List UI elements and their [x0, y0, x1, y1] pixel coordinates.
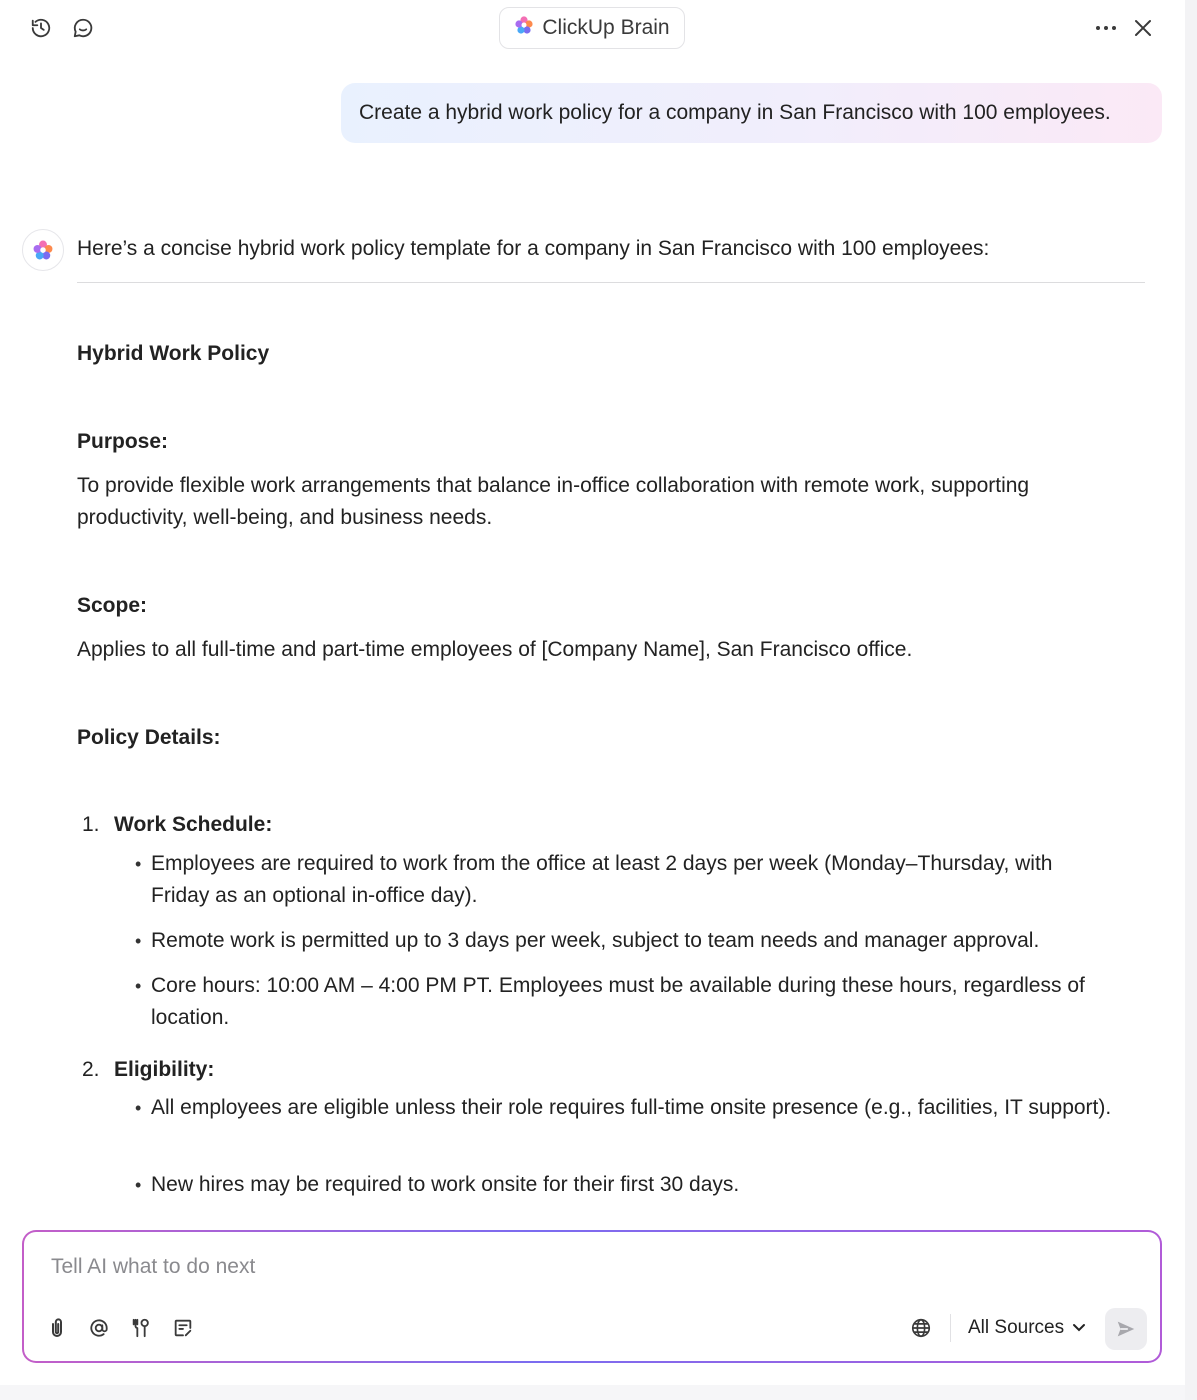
- clickup-brain-avatar-icon: [32, 239, 54, 261]
- list-item: Employees are required to work from the office at least 2 days per week (Monday–Thursday, with Friday as an optional in-office day).: [151, 852, 1053, 907]
- list-item: Core hours: 10:00 AM – 4:00 PM PT. Employees must be available during these hours, regardless of location.: [151, 974, 1085, 1029]
- bullet-dot: •: [135, 976, 142, 996]
- scrollbar[interactable]: [1185, 0, 1197, 1400]
- more-options-icon[interactable]: [1092, 14, 1120, 42]
- prompt-input[interactable]: [51, 1252, 1111, 1282]
- scope-text: Applies to all full-time and part-time employees of [Company Name], San Francisco office.: [77, 638, 913, 661]
- composer-box: [24, 1232, 1160, 1361]
- policy-title: Hybrid Work Policy: [77, 342, 270, 365]
- bullet-dot: •: [135, 931, 142, 951]
- app-title[interactable]: [499, 7, 685, 49]
- mention-icon[interactable]: [86, 1315, 112, 1341]
- section-number: 2.: [82, 1058, 100, 1081]
- user-message-bubble: [341, 83, 1162, 143]
- sources-dropdown[interactable]: [968, 1314, 1086, 1342]
- list-item: All employees are eligible unless their role requires full-time onsite presence (e.g., facilities, IT support).: [151, 1096, 1112, 1119]
- section-number: 1.: [82, 813, 100, 836]
- composer: [22, 1230, 1162, 1363]
- details-heading: Policy Details:: [77, 726, 221, 749]
- list-item: New hires may be required to work onsite for their first 30 days.: [151, 1173, 740, 1196]
- section-title-work-schedule: Work Schedule:: [114, 813, 273, 836]
- sources-label: All Sources: [968, 1317, 1065, 1338]
- footer-band: [0, 1385, 1185, 1400]
- ai-avatar: [22, 229, 64, 271]
- section-title-eligibility: Eligibility:: [114, 1058, 215, 1081]
- purpose-text: To provide flexible work arrangements that balance in-office collaboration with remote work, supporting productivity, well-being, and business needs.: [77, 474, 1030, 529]
- chat-bubble-icon[interactable]: [69, 14, 97, 42]
- user-message-text: Create a hybrid work policy for a company in San Francisco with 100 employees.: [359, 101, 1111, 124]
- send-button[interactable]: [1105, 1308, 1147, 1350]
- response-intro: Here’s a concise hybrid work policy template for a company in San Francisco with 100 employees:: [77, 237, 990, 260]
- divider: [77, 282, 1145, 283]
- bullet-dot: •: [135, 1098, 142, 1118]
- bullet-dot: •: [135, 1175, 142, 1195]
- scope-heading: Scope:: [77, 594, 148, 617]
- clickup-brain-logo-icon: [514, 15, 534, 41]
- list-item: Remote work is permitted up to 3 days per week, subject to team needs and manager approval.: [151, 929, 1040, 952]
- attachment-icon[interactable]: [44, 1315, 70, 1341]
- bullet-dot: •: [135, 854, 142, 874]
- history-icon[interactable]: [27, 14, 55, 42]
- send-icon: [1115, 1318, 1137, 1340]
- close-icon[interactable]: [1129, 14, 1157, 42]
- separator: [950, 1314, 951, 1342]
- app-title-text: ClickUp Brain: [542, 16, 670, 39]
- tools-icon[interactable]: [128, 1315, 154, 1341]
- note-icon[interactable]: [170, 1315, 196, 1341]
- chevron-down-icon: [1072, 1323, 1086, 1333]
- globe-icon[interactable]: [908, 1315, 934, 1341]
- purpose-heading: Purpose:: [77, 430, 169, 453]
